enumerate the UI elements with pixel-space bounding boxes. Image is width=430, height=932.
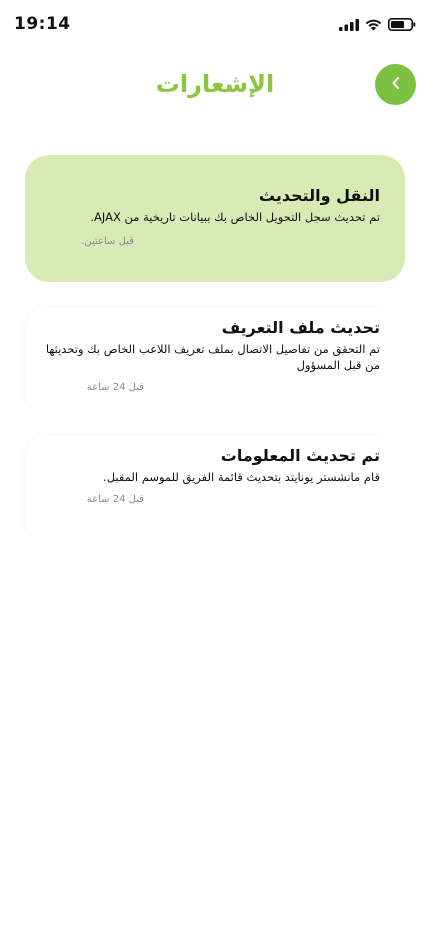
status-bar xyxy=(0,0,430,50)
chevron-left-icon xyxy=(389,75,403,95)
status-icons xyxy=(339,16,416,35)
notification-title: تحديث ملف التعريف xyxy=(221,318,380,337)
notification-body: تم التحقق من تفاصيل الاتصال بملف تعريف اللاعب الخاص بك وتحديثها من قبل المسؤول xyxy=(45,342,380,372)
notification-card-info[interactable] xyxy=(25,435,391,539)
notification-card-profile[interactable] xyxy=(25,307,391,411)
notification-time: قبل 24 ساعة xyxy=(86,382,144,393)
notification-body: قام مانشستر يونايتد بتحديث قائمة الفريق للموسم المقبل. xyxy=(103,470,380,484)
notification-title: تم تحديث المعلومات xyxy=(220,446,380,465)
notification-time: قبل 24 ساعة xyxy=(86,494,144,505)
signal-icon xyxy=(339,16,359,35)
notification-title: النقل والتحديث xyxy=(258,186,380,205)
notification-card-transfer[interactable] xyxy=(25,155,405,282)
back-button[interactable] xyxy=(375,64,416,105)
status-time: 19:14 xyxy=(14,14,71,34)
notification-body: تم تحديث سجل التحويل الخاص بك ببيانات تاريخية من AJAX. xyxy=(90,210,380,224)
page-title: الإشعارات xyxy=(155,70,275,98)
wifi-icon xyxy=(365,16,382,35)
header xyxy=(0,60,430,116)
battery-icon xyxy=(388,16,416,35)
notification-time: قبل ساعتين. xyxy=(81,236,134,247)
